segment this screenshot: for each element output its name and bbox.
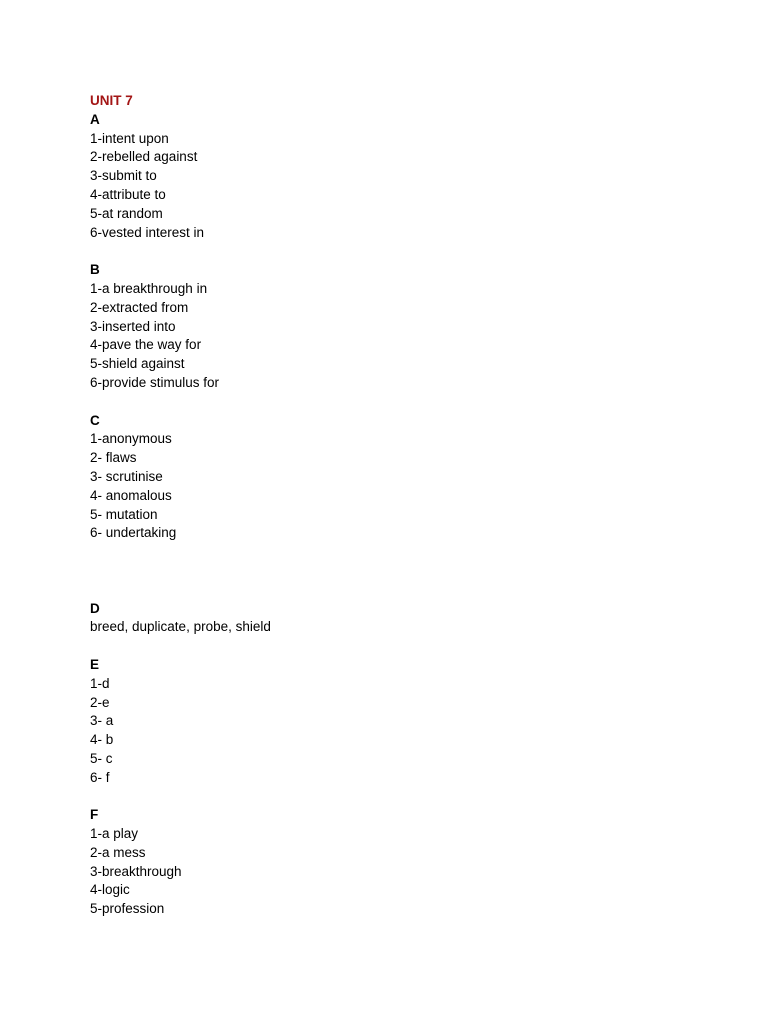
section-spacer: [90, 393, 271, 412]
section-b-item: 4-pave the way for: [90, 337, 202, 353]
section-f-item: 4-logic: [90, 882, 130, 898]
section-c-item: 6- undertaking: [90, 525, 177, 541]
section-spacer: [90, 637, 271, 656]
section-spacer: [90, 242, 271, 261]
section-b-item: 3-inserted into: [90, 318, 176, 334]
section-f-item: 3-breakthrough: [90, 863, 182, 879]
section-c-item: 5- mutation: [90, 506, 158, 522]
section-d-item: breed, duplicate, probe, shield: [90, 619, 271, 635]
section-f-item: 5-profession: [90, 901, 165, 917]
section-a-item: 3-submit to: [90, 168, 157, 184]
section-c-heading: C: [90, 412, 100, 428]
section-c-item: 4- anomalous: [90, 487, 172, 503]
section-e-item: 5- c: [90, 750, 113, 766]
section-d-heading: D: [90, 600, 100, 616]
section-b-item: 5-shield against: [90, 356, 185, 372]
section-e-item: 3- a: [90, 713, 114, 729]
section-a-item: 5-at random: [90, 205, 163, 221]
document-page: [90, 92, 271, 919]
section-a-item: 6-vested interest in: [90, 224, 205, 240]
section-e-heading: E: [90, 656, 100, 672]
unit-title: UNIT 7: [90, 93, 133, 108]
section-b-item: 1-a breakthrough in: [90, 280, 208, 296]
section-spacer: [90, 787, 271, 806]
section-spacer: [90, 543, 271, 599]
section-c-item: 1-anonymous: [90, 431, 172, 447]
section-e-item: 1-d: [90, 675, 110, 691]
section-b-item: 2-extracted from: [90, 299, 189, 315]
section-a-heading: A: [90, 111, 100, 127]
section-a-item: 1-intent upon: [90, 130, 169, 146]
section-a-item: 4-attribute to: [90, 186, 166, 202]
section-f-item: 1-a play: [90, 826, 139, 842]
section-e-item: 6- f: [90, 769, 110, 785]
section-b-heading: B: [90, 262, 100, 278]
section-c-item: 3- scrutinise: [90, 468, 163, 484]
section-c-item: 2- flaws: [90, 450, 137, 466]
section-e-item: 2-e: [90, 694, 110, 710]
section-f-item: 2-a mess: [90, 844, 146, 860]
section-a-item: 2-rebelled against: [90, 149, 198, 165]
section-b-item: 6-provide stimulus for: [90, 374, 220, 390]
section-f-heading: F: [90, 807, 99, 823]
section-e-item: 4- b: [90, 732, 114, 748]
